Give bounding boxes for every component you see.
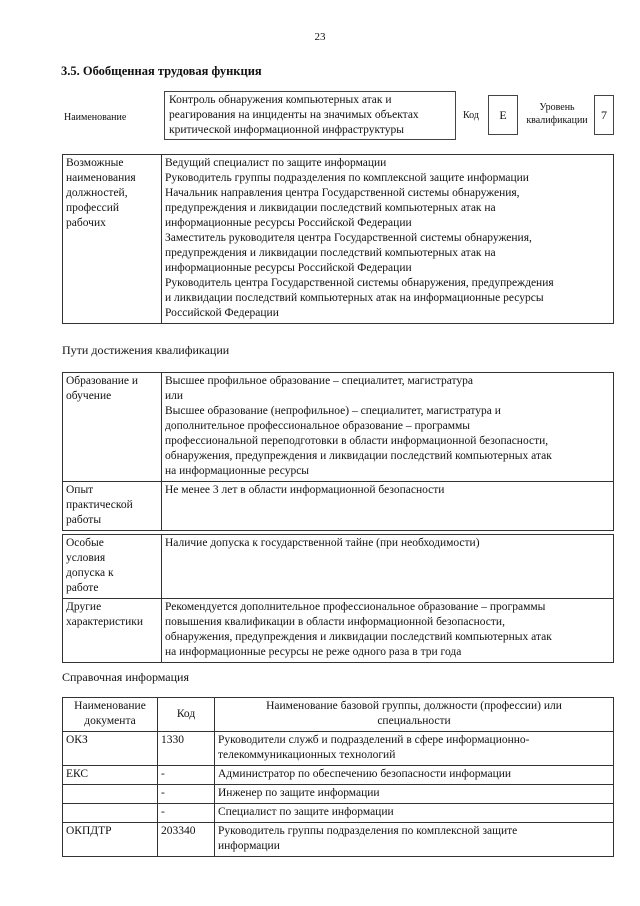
position-line: Ведущий специалист по защите информации [165,157,387,169]
reference-doc: ОКЗ [63,732,158,766]
reference-doc: ОКПДТР [63,823,158,857]
reference-code: - [158,766,215,785]
other-label [63,599,162,663]
admission-line: Наличие допуска к государственной тайне (при необходимости) [165,537,480,549]
admission-label-line: работе [66,582,99,594]
reference-table [62,697,614,857]
level-label-line: квалификации [526,115,588,126]
reference-code: 1330 [158,732,215,766]
reference-row [63,804,614,823]
admission-label [63,535,162,599]
positions-label-line: Возможные [66,157,124,169]
education-line: или [165,390,184,402]
head-doc-line: документа [84,715,136,727]
reference-head-name [215,698,614,732]
level-label-line: Уровень [539,102,575,113]
reference-code: - [158,785,215,804]
position-line: информационные ресурсы Российской Федерации [165,262,412,274]
reference-name [215,766,614,785]
positions-label [63,155,162,324]
admission-row [63,535,614,599]
head-name-line: специальности [377,715,451,727]
reference-name-line: информации [218,840,280,852]
reference-name-line: Инженер по защите информации [218,787,380,799]
admission-label-line: условия [66,552,106,564]
reference-row [63,766,614,785]
experience-text [162,482,614,531]
education-line: Высшее образование (непрофильное) – специалитет, магистратура и [165,405,501,417]
head-doc-line: Наименование [74,700,146,712]
function-name-box [164,91,456,140]
position-line: Заместитель руководителя центра Государственной системы обнаружения, [165,232,532,244]
education-line: обнаружения, предупреждения и ликвидации последствий компьютерных атак [165,450,552,462]
education-table [62,372,614,531]
experience-label [63,482,162,531]
reference-row [63,823,614,857]
reference-name-line: Специалист по защите информации [218,806,394,818]
education-label-line: Образование и [66,375,139,387]
reference-code: 203340 [158,823,215,857]
reference-title: Справочная информация [62,670,189,684]
section-title: 3.5. Обобщенная трудовая функция [61,64,262,78]
reference-name [215,785,614,804]
reference-name-line: Администратор по обеспечению безопасности информации [218,768,512,780]
other-row [63,599,614,663]
function-name-line: реагирования на инциденты на значимых объектах [169,109,419,121]
head-name-line: Наименование базовой группы, должности (профессии) или [266,700,562,712]
reference-head-doc [63,698,158,732]
other-label-line: Другие [66,601,102,613]
reference-doc [63,804,158,823]
experience-line: Не менее 3 лет в области информационной безопасности [165,484,445,496]
positions-label-line: должностей, [66,187,128,199]
position-line: Начальник направления центра Государственной системы обнаружения, [165,187,520,199]
name-label: Наименование [64,112,127,123]
conditions-table [62,534,614,663]
positions-list [162,155,614,324]
position-line: предупреждения и ликвидации последствий компьютерных атак на [165,247,496,259]
level-label [524,101,590,127]
other-line: на информационные ресурсы не реже одного раза в три года [165,646,462,658]
experience-label-line: работы [66,514,102,526]
reference-name [215,804,614,823]
reference-name [215,823,614,857]
reference-doc: ЕКС [63,766,158,785]
page-number: 23 [314,31,326,43]
reference-head-code: Код [158,698,215,732]
positions-label-line: наименования [66,172,136,184]
qualification-paths-title: Пути достижения квалификации [62,343,230,357]
admission-label-line: Особые [66,537,104,549]
education-line: дополнительное профессиональное образование – программы [165,420,470,432]
reference-name-line: Руководители служб и подразделений в сфере информационно- [218,734,530,746]
reference-row [63,732,614,766]
education-row [63,373,614,482]
position-line: Руководитель центра Государственной системы обнаружения, предупреждения [165,277,554,289]
admission-text [162,535,614,599]
code-label: Код [463,110,479,121]
positions-label-line: профессий [66,202,120,214]
education-line: на информационные ресурсы [165,465,310,477]
education-line: профессиональной переподготовки в области информационной безопасности, [165,435,549,447]
education-label-line: обучение [66,390,112,402]
function-name-line: критической информационной инфраструктуры [169,124,405,136]
other-line: Рекомендуется дополнительное профессиональное образование – программы [165,601,546,613]
reference-name-line: телекоммуникационных технологий [218,749,396,761]
reference-name-line: Руководитель группы подразделения по комплексной защите [218,825,518,837]
positions-table [62,154,614,324]
other-label-line: характеристики [66,616,144,628]
reference-code: - [158,804,215,823]
code-value: E [488,95,518,135]
other-line: обнаружения, предупреждения и ликвидации последствий компьютерных атак [165,631,552,643]
level-value: 7 [594,95,614,135]
experience-label-line: Опыт [66,484,94,496]
other-text [162,599,614,663]
position-line: и ликвидации последствий компьютерных атак на информационные ресурсы [165,292,544,304]
function-name-line: Контроль обнаружения компьютерных атак и [169,94,392,106]
experience-row [63,482,614,531]
education-line: Высшее профильное образование – специалитет, магистратура [165,375,473,387]
position-line: информационные ресурсы Российской Федерации [165,217,412,229]
admission-label-line: допуска к [66,567,114,579]
reference-name [215,732,614,766]
education-label [63,373,162,482]
positions-label-line: рабочих [66,217,106,229]
experience-label-line: практической [66,499,133,511]
position-line: Российской Федерации [165,307,279,319]
position-line: предупреждения и ликвидации последствий компьютерных атак на [165,202,496,214]
reference-row [63,785,614,804]
position-line: Руководитель группы подразделения по комплексной защите информации [165,172,529,184]
reference-header-row [63,698,614,732]
other-line: повышения квалификации в области информационной безопасности, [165,616,505,628]
education-text [162,373,614,482]
reference-doc [63,785,158,804]
